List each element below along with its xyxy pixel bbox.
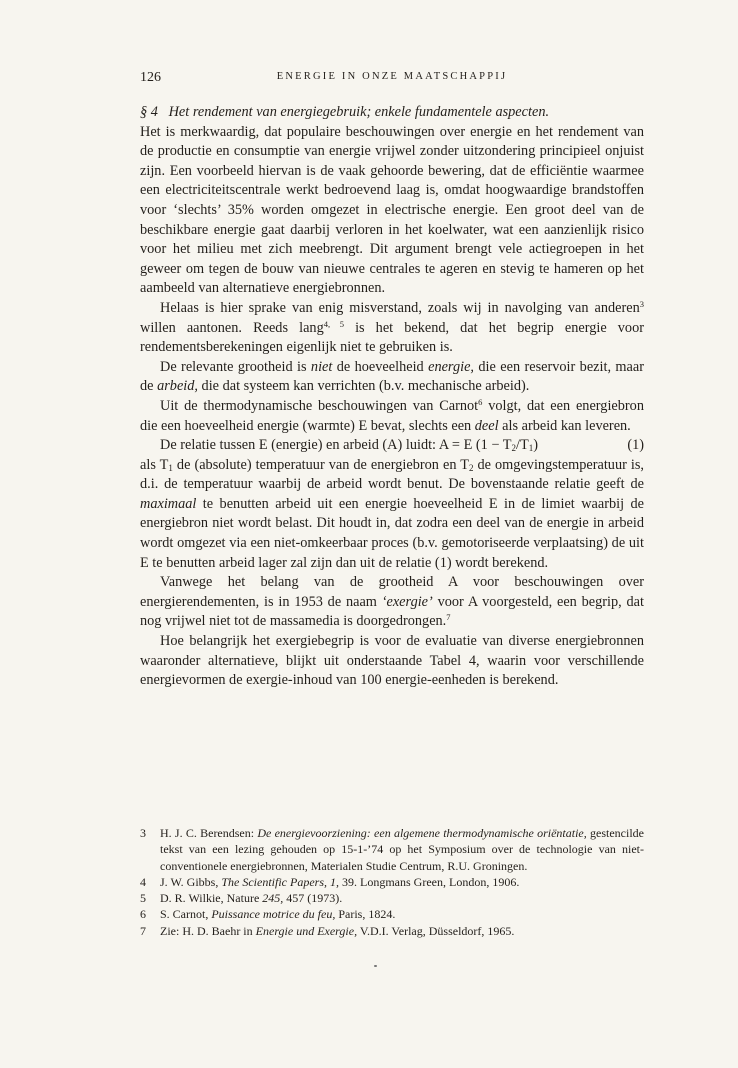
running-title: ENERGIE IN ONZE MAATSCHAPPIJ [276, 71, 508, 82]
emphasis-deel: deel [474, 417, 499, 434]
section-number: § 4 [140, 104, 158, 120]
footnote-number: 5 [140, 891, 146, 906]
footnote-ref-4-5: 4, 5 [323, 318, 344, 329]
body-text [140, 103, 644, 691]
footnote-6: 6 S. Carnot, Puissance motrice du feu, Paris, 1824. [140, 907, 396, 922]
footnote-ref-6: 6 [478, 396, 483, 407]
emphasis-arbeid: arbeid, [157, 378, 198, 395]
emphasis-maximaal: maximaal [140, 495, 197, 512]
footnote-7: 7 Zie: H. D. Baehr in Energie und Exergie, V.D.I. Verlag, Düsseldorf, 1965. [140, 923, 515, 938]
paragraph-7: Hoe belangrijk het exergiebegrip is voor de evaluatie van diverse energiebronnen waaronder alternatieve, blijkt uit onderstaande Tabel 4, waarin voor verschillende energievormen de exergie-inhoud van 100 energie-eenheden is berekend. [140, 633, 644, 689]
section-title: Het rendement van energiegebruik; enkele fundamentele aspecten. [168, 104, 550, 120]
section-heading [140, 103, 644, 123]
footnote-number: 3 [140, 826, 146, 840]
footnote-number: 6 [140, 907, 146, 922]
emphasis-exergie: ‘exergie’ [381, 593, 433, 610]
paragraph-1: Het is merkwaardig, dat populaire beschouwingen over energie en het rendement van de productie en consumptie van energie vrijwel zonder uitzondering principieel onjuist zijn. Een voorbeeld hiervan is de vaak gehoorde bewering, dat de efficiëntie waarmee een electriciteitscentrale werkt bedroevend laag is, omdat hoogwaardige brandstoffen voor ‘slechts’ 35% worden omgezet in electrische energie. Een groot deel van de beschikbare energie gaat daarbij verloren in het koelwater, wat een aanzienlijk risico voor het milieu met zich meebrengt. Dit argument brengt vele actiegroepen in het geweer om tegen de bouw van nieuwe centrales te ageren en stevig te hameren op het aambeeld van alternatieve energiebronnen. [140, 123, 644, 297]
emphasis-energie: energie, [428, 358, 475, 375]
footnote-5: 5 D. R. Wilkie, Nature 245, 457 (1973). [140, 891, 343, 906]
footnote-number: 7 [140, 923, 146, 938]
paragraph-5: als $T_1$ de (absolute) temperatuur van de energiebron en $T_2$ de omgevingstemperatuur is, d.i. de temperatuur waarbij de arbeid wordt benut. De bovenstaande relatie geeft de maximaal te benutten arbeid uit een energie hoeveelheid E in de limiet waarbij de energiebron niet wordt belast. Dit houdt in, dat zodra een deel van de energie in arbeid wordt omgezet via een niet-omkeerbaar proces (b.v. gemotoriseerde verplaatsing) de uit E te benutten arbeid lager zal zijn dan uit de relatie (1) wordt berekend. [140, 456, 644, 571]
paragraph-3: De relevante grootheid is niet de hoeveelheid energie, die een reservoir bezit, maar de arbeid, die dat systeem kan verrichten (b.v. mechanische arbeid). [140, 358, 644, 395]
paragraph-6: Vanwege het belang van de grootheid A voor beschouwingen over energierendementen, is in 1953 de naam ‘exergie’ voor A voorgesteld, een begrip, dat nog vrijwel niet tot de massamedia is doorgedrongen.$^7$ [140, 574, 644, 630]
footnote-3: 3 H. J. C. Berendsen: De energievoorziening: een algemene thermodynamische oriëntatie, gestencilde tekst van een lezing gehouden op 15-1-’74 op het Symposium over de technologie van niet-conventionele energiebronnen, Materialen Studie Centrum, R.U. Groningen. [140, 826, 644, 873]
footnote-ref-3: 3 [639, 298, 644, 309]
paragraph-2: Helaas is hier sprake van enig misverstand, zoals wij in navolging van anderen$^3$ willen aantonen. Reeds lang$^{4, 5}$ is het bekend, dat het begrip energie voor rendementsberekeningen eigenlijk niet te gebruiken is. [140, 298, 644, 356]
emphasis-niet: niet [310, 358, 333, 375]
footnote-ref-7: 7 [446, 612, 451, 623]
page-number: 126 [140, 70, 161, 85]
print-speck [374, 965, 377, 967]
footnotes [140, 825, 644, 939]
paragraph-4: Uit de thermodynamische beschouwingen van Carnot$^6$ volgt, dat een energiebron die een hoeveelheid energie (warmte) E bevat, slechts een deel als arbeid kan leveren. [140, 396, 644, 434]
page-header [140, 70, 644, 90]
equation-line: De relatie tussen E (energie) en arbeid (A) luidt: A = E $(1 - T_2/T_1)$ (1) [140, 436, 644, 456]
footnote-number: 4 [140, 874, 146, 889]
equation-number: (1) [627, 437, 644, 454]
footnote-4: 4 J. W. Gibbs, The Scientific Papers, 1, 39. Longmans Green, London, 1906. [140, 874, 520, 889]
